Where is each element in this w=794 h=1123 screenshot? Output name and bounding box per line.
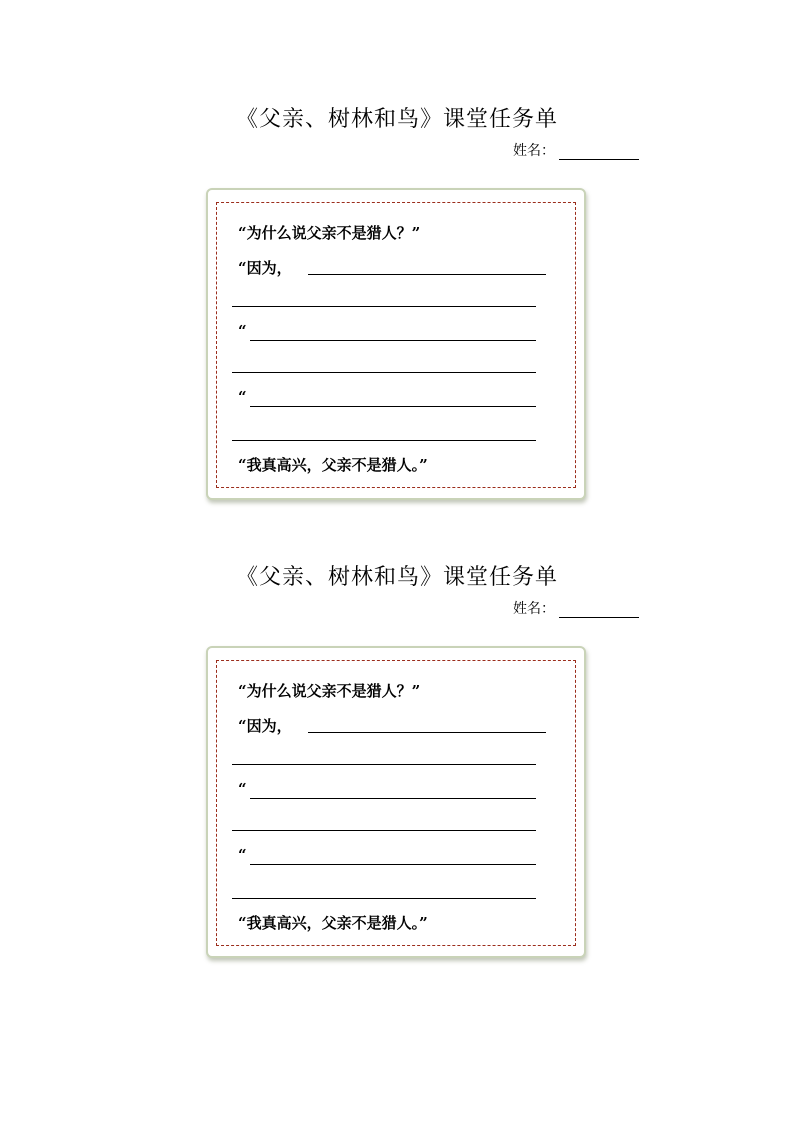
answer-blank-6[interactable] bbox=[232, 898, 536, 899]
task-card bbox=[206, 646, 586, 958]
dashed-border bbox=[216, 202, 576, 488]
answer-blank-4[interactable] bbox=[232, 372, 536, 373]
answer-blank-5[interactable] bbox=[250, 864, 536, 865]
answer-blank-2[interactable] bbox=[232, 306, 536, 307]
sheet-title: 《父亲、树林和鸟》课堂任务单 bbox=[235, 107, 558, 132]
closing-text: “我真高兴，父亲不是猎人。” bbox=[238, 914, 428, 932]
answer-blank-6[interactable] bbox=[232, 440, 536, 441]
dashed-border bbox=[216, 660, 576, 946]
quote-mark-2: “ bbox=[238, 388, 247, 406]
name-label: 姓名： bbox=[513, 143, 555, 159]
quote-mark-2: “ bbox=[238, 846, 247, 864]
because-text: “因为， bbox=[238, 259, 292, 277]
task-card bbox=[206, 188, 586, 500]
closing-text: “我真高兴，父亲不是猎人。” bbox=[238, 456, 428, 474]
answer-blank-3[interactable] bbox=[250, 798, 536, 799]
answer-blank-1[interactable] bbox=[308, 274, 546, 275]
because-text: “因为， bbox=[238, 717, 292, 735]
name-blank[interactable] bbox=[559, 603, 639, 618]
answer-blank-3[interactable] bbox=[250, 340, 536, 341]
question-text: “为什么说父亲不是猎人？” bbox=[238, 224, 421, 242]
name-row bbox=[513, 598, 639, 618]
sheet-title: 《父亲、树林和鸟》课堂任务单 bbox=[235, 565, 558, 590]
question-text: “为什么说父亲不是猎人？” bbox=[238, 682, 421, 700]
name-label: 姓名： bbox=[513, 601, 555, 617]
answer-blank-2[interactable] bbox=[232, 764, 536, 765]
quote-mark-1: “ bbox=[238, 322, 247, 340]
quote-mark-1: “ bbox=[238, 780, 247, 798]
name-blank[interactable] bbox=[559, 145, 639, 160]
answer-blank-4[interactable] bbox=[232, 830, 536, 831]
answer-blank-1[interactable] bbox=[308, 732, 546, 733]
answer-blank-5[interactable] bbox=[250, 406, 536, 407]
name-row bbox=[513, 140, 639, 160]
